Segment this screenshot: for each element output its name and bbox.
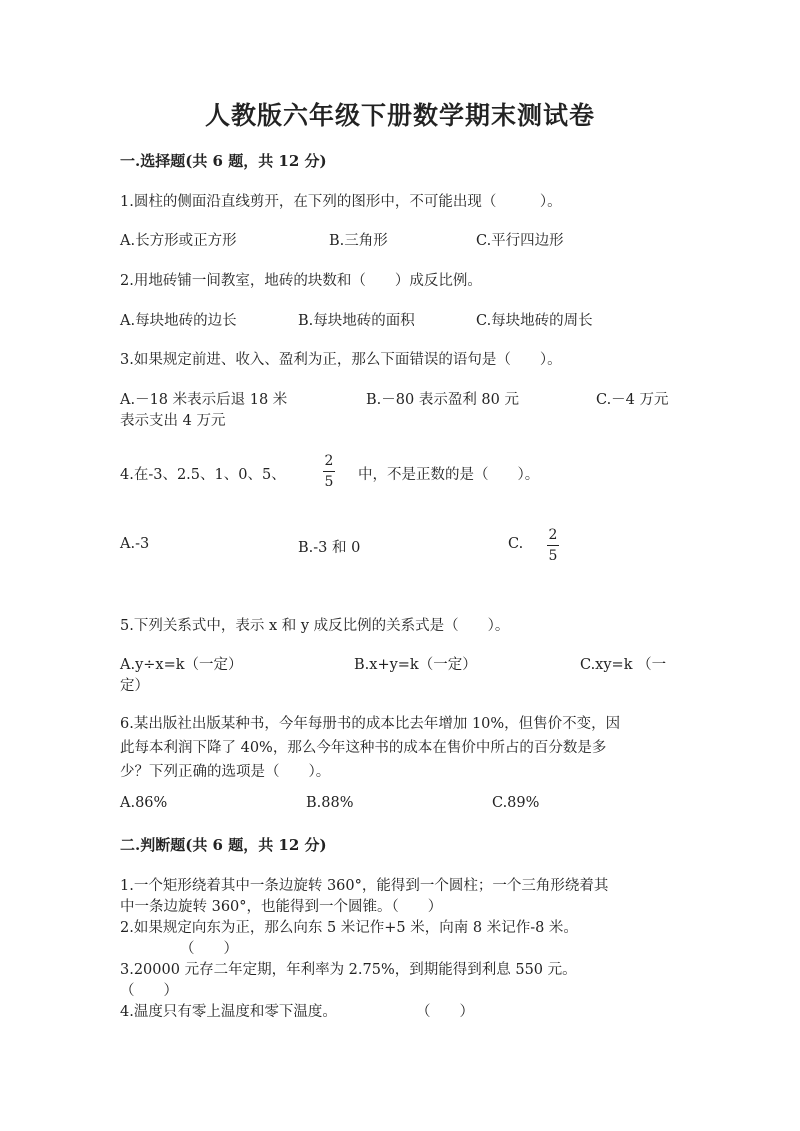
option-1-4-b: B.-3 和 0 [298,540,361,556]
option-1-5-b: B.x+y=k（一定） [354,657,477,673]
question-1-1: 1.圆柱的侧面沿直线剪开，在下列的图形中，不可能出现（ ）。 [120,194,562,210]
question-1-3: 3.如果规定前进、收入、盈利为正，那么下面错误的语句是（ ）。 [120,352,562,368]
option-1-6-b: B.88% [306,795,354,811]
option-1-2-a: A.每块地砖的边长 [120,313,237,329]
judgment-2-line-1: 2.如果规定向东为正，那么向东 5 米记作+5 米，向南 8 米记作-8 米。 [120,920,578,936]
judgment-2-answer-blank: （ ） [180,941,238,957]
section-heading-choice: 一.选择题(共 6 题，共 12 分) [120,152,327,170]
fraction-numerator: 2 [324,453,334,469]
question-1-4-fraction [322,453,336,490]
judgment-3-line-1: 3.20000 元存二年定期，年利率为 2.75%，到期能得到利息 550 元。 [120,962,577,978]
option-1-5-c-continued: 定） [120,678,149,694]
option-1-5-a: A.y÷x=k（一定） [120,657,243,673]
option-1-3-c: C.－4 万元 [596,392,669,408]
question-1-6-line-2: 此每本利润下降了 40%，那么今年这种书的成本在售价中所占的百分数是多 [120,740,607,756]
question-1-6-line-1: 6.某出版社出版某种书，今年每册书的成本比去年增加 10%，但售价不变，因 [120,716,621,732]
section-heading-judgment: 二.判断题(共 6 题，共 12 分) [120,836,327,854]
option-1-2-c: C.每块地砖的周长 [476,313,593,329]
option-1-1-b: B.三角形 [329,233,388,249]
question-1-5: 5.下列关系式中，表示 x 和 y 成反比例的关系式是（ ）。 [120,618,510,634]
fraction-denominator: 5 [324,474,334,490]
option-1-3-b: B.－80 表示盈利 80 元 [366,392,519,408]
option-1-1-a: A.长方形或正方形 [120,233,237,249]
question-1-4-text-post: 中，不是正数的是（ ）。 [358,467,540,483]
option-1-1-c: C.平行四边形 [476,233,564,249]
question-1-4-text-pre: 4.在-3、2.5、1、0、5、 [120,467,286,483]
option-1-4-a: A.-3 [120,536,150,552]
option-1-5-c: C.xy=k （一 [580,657,667,673]
option-1-2-b: B.每块地砖的面积 [298,313,415,329]
fraction-denominator: 5 [548,548,558,564]
question-1-2: 2.用地砖铺一间教室，地砖的块数和（ ）成反比例。 [120,273,482,289]
option-1-6-c: C.89% [492,795,540,811]
fraction-bar [547,545,559,546]
option-1-4-c: C. [508,536,524,552]
fraction-numerator: 2 [548,527,558,543]
option-1-4-c-fraction [546,527,560,564]
judgment-3-answer-blank: （ ） [120,983,178,999]
judgment-1-line-2: 中一条边旋转 360°，也能得到一个圆锥。（ ） [120,899,443,915]
page-title: 人教版六年级下册数学期末测试卷 [204,101,595,130]
option-1-3-c-continued: 表示支出 4 万元 [120,413,226,429]
judgment-1-line-1: 1.一个矩形绕着其中一条边旋转 360°，能得到一个圆柱；一个三角形绕着其 [120,878,609,894]
judgment-4-line-1: 4.温度只有零上温度和零下温度。 [120,1004,337,1020]
question-1-6-line-3: 少？下列正确的选项是（ ）。 [120,764,331,780]
judgment-4-answer-blank: （ ） [416,1004,474,1020]
option-1-6-a: A.86% [120,795,168,811]
fraction-bar [323,471,335,472]
option-1-3-a: A.－18 米表示后退 18 米 [120,392,288,408]
